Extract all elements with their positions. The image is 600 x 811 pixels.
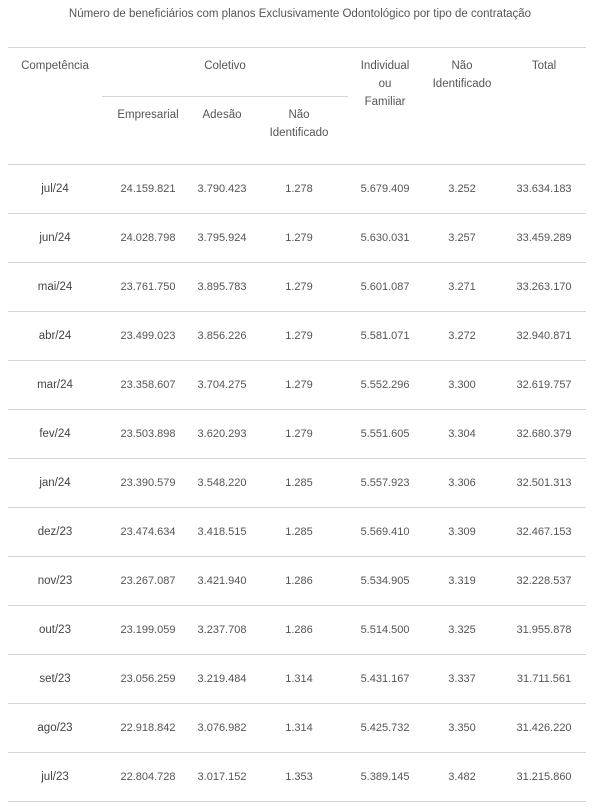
cell-adesao: 3.548.220 [194,459,250,508]
cell-empresarial: 22.804.728 [102,753,194,802]
cell-nao-ident-coletivo: 1.279 [250,214,348,263]
cell-total: 32.228.537 [502,557,586,606]
header-individual-line1: Individual [360,60,410,72]
cell-empresarial: 24.028.798 [102,214,194,263]
cell-empresarial: 23.761.750 [102,263,194,312]
cell-individual: 5.557.923 [348,459,422,508]
table-row [8,704,586,753]
beneficiaries-table [8,47,586,802]
cell-individual: 5.431.167 [348,655,422,704]
cell-individual: 5.552.296 [348,361,422,410]
cell-individual: 5.534.905 [348,557,422,606]
cell-adesao: 3.237.708 [194,606,250,655]
cell-nao-identificado: 3.252 [422,165,502,214]
header-empresarial: Empresarial [102,97,194,165]
cell-adesao: 3.620.293 [194,410,250,459]
cell-total: 33.634.183 [502,165,586,214]
cell-nao-identificado: 3.304 [422,410,502,459]
cell-empresarial: 24.159.821 [102,165,194,214]
header-coletivo: Coletivo [102,48,348,97]
cell-competencia: mar/24 [8,361,102,410]
header-competencia: Competência [8,48,102,165]
cell-adesao: 3.076.982 [194,704,250,753]
cell-individual: 5.601.087 [348,263,422,312]
cell-nao-ident-coletivo: 1.285 [250,508,348,557]
cell-total: 31.215.860 [502,753,586,802]
cell-competencia: jul/23 [8,753,102,802]
table-row [8,214,586,263]
cell-nao-ident-coletivo: 1.314 [250,655,348,704]
header-total: Total [502,48,586,165]
table-header [8,48,586,165]
cell-nao-identificado: 3.272 [422,312,502,361]
cell-total: 31.426.220 [502,704,586,753]
cell-total: 32.467.153 [502,508,586,557]
cell-nao-identificado: 3.306 [422,459,502,508]
cell-nao-identificado: 3.337 [422,655,502,704]
cell-adesao: 3.418.515 [194,508,250,557]
cell-nao-identificado: 3.309 [422,508,502,557]
header-nao-identificado-coletivo-line1: Não [288,109,310,121]
header-nao-identificado-coletivo-line2: Identificado [269,127,329,139]
cell-competencia: mai/24 [8,263,102,312]
cell-nao-identificado: 3.482 [422,753,502,802]
cell-individual: 5.514.500 [348,606,422,655]
cell-competencia: jul/24 [8,165,102,214]
cell-adesao: 3.421.940 [194,557,250,606]
table-row [8,263,586,312]
cell-nao-ident-coletivo: 1.353 [250,753,348,802]
cell-adesao: 3.895.783 [194,263,250,312]
table-row [8,753,586,802]
cell-nao-ident-coletivo: 1.286 [250,557,348,606]
table-caption: Número de beneficiários com planos Exclusivamente Odontológico por tipo de contratação [68,8,532,20]
cell-total: 32.619.757 [502,361,586,410]
cell-nao-ident-coletivo: 1.279 [250,410,348,459]
cell-competencia: set/23 [8,655,102,704]
cell-nao-ident-coletivo: 1.285 [250,459,348,508]
header-nao-identificado-coletivo [250,97,348,165]
cell-nao-ident-coletivo: 1.279 [250,361,348,410]
cell-empresarial: 23.267.087 [102,557,194,606]
table-row [8,655,586,704]
cell-nao-ident-coletivo: 1.279 [250,312,348,361]
cell-adesao: 3.856.226 [194,312,250,361]
cell-nao-identificado: 3.319 [422,557,502,606]
cell-competencia: jan/24 [8,459,102,508]
cell-empresarial: 23.056.259 [102,655,194,704]
cell-individual: 5.581.071 [348,312,422,361]
cell-total: 31.955.878 [502,606,586,655]
cell-individual: 5.630.031 [348,214,422,263]
table-row [8,312,586,361]
table-row [8,606,586,655]
beneficiaries-table-wrapper [8,47,586,802]
cell-empresarial: 23.503.898 [102,410,194,459]
header-adesao: Adesão [194,97,250,165]
cell-empresarial: 23.499.023 [102,312,194,361]
cell-empresarial: 22.918.842 [102,704,194,753]
table-row [8,459,586,508]
cell-individual: 5.569.410 [348,508,422,557]
cell-competencia: dez/23 [8,508,102,557]
header-nao-identificado-line2: Identificado [432,78,492,90]
cell-nao-ident-coletivo: 1.314 [250,704,348,753]
cell-adesao: 3.795.924 [194,214,250,263]
cell-adesao: 3.790.423 [194,165,250,214]
cell-total: 32.680.379 [502,410,586,459]
cell-competencia: fev/24 [8,410,102,459]
table-row [8,165,586,214]
cell-nao-identificado: 3.300 [422,361,502,410]
cell-individual: 5.389.145 [348,753,422,802]
table-row [8,410,586,459]
cell-empresarial: 23.390.579 [102,459,194,508]
cell-total: 32.940.871 [502,312,586,361]
cell-nao-identificado: 3.271 [422,263,502,312]
cell-total: 31.711.561 [502,655,586,704]
cell-nao-ident-coletivo: 1.278 [250,165,348,214]
cell-competencia: nov/23 [8,557,102,606]
table-row [8,557,586,606]
header-individual-familiar [348,48,422,165]
header-individual-line2: ou [378,78,392,90]
cell-total: 32.501.313 [502,459,586,508]
cell-adesao: 3.704.275 [194,361,250,410]
cell-individual: 5.425.732 [348,704,422,753]
cell-total: 33.263.170 [502,263,586,312]
cell-competencia: jun/24 [8,214,102,263]
header-nao-identificado-line1: Não [451,60,473,72]
table-row [8,361,586,410]
header-nao-identificado [422,48,502,165]
table-row [8,508,586,557]
cell-adesao: 3.017.152 [194,753,250,802]
cell-nao-identificado: 3.257 [422,214,502,263]
cell-competencia: ago/23 [8,704,102,753]
cell-nao-ident-coletivo: 1.286 [250,606,348,655]
cell-empresarial: 23.199.059 [102,606,194,655]
cell-individual: 5.551.605 [348,410,422,459]
cell-competencia: abr/24 [8,312,102,361]
cell-nao-identificado: 3.350 [422,704,502,753]
cell-empresarial: 23.474.634 [102,508,194,557]
cell-empresarial: 23.358.607 [102,361,194,410]
cell-adesao: 3.219.484 [194,655,250,704]
cell-nao-ident-coletivo: 1.279 [250,263,348,312]
cell-individual: 5.679.409 [348,165,422,214]
header-individual-line3: Familiar [364,96,406,108]
cell-competencia: out/23 [8,606,102,655]
cell-nao-identificado: 3.325 [422,606,502,655]
table-body [8,165,586,802]
cell-total: 33.459.289 [502,214,586,263]
